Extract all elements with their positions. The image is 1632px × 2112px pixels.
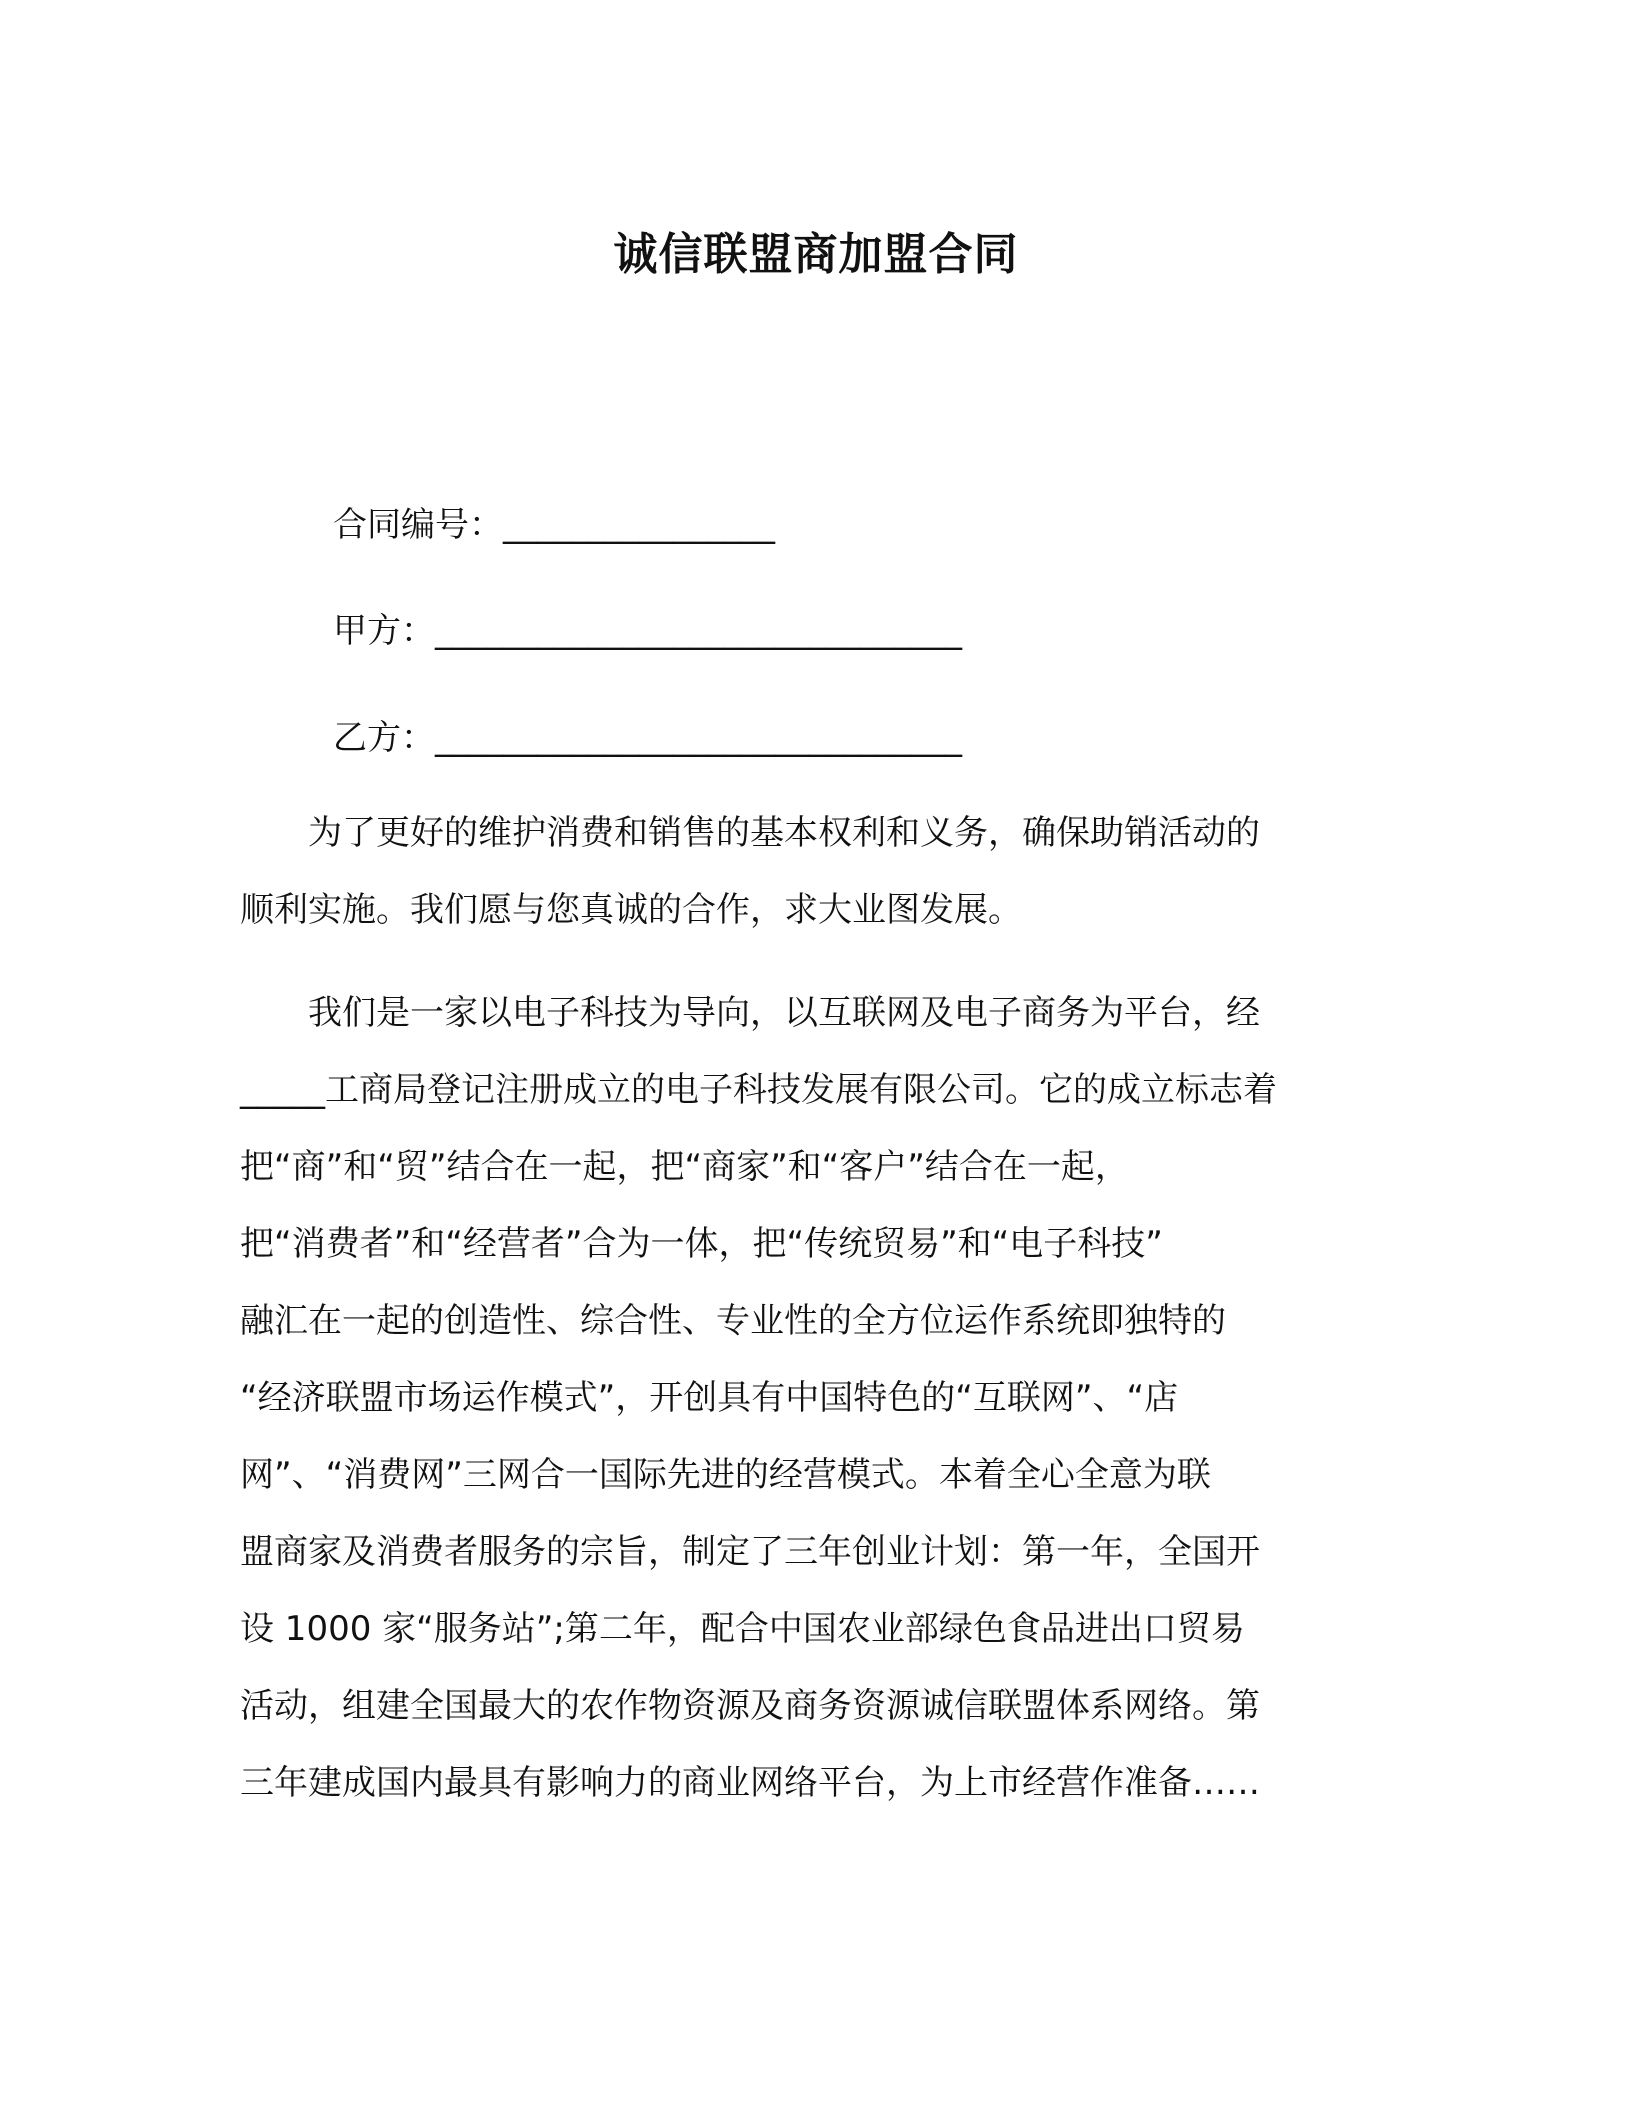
paragraph-line: _____工商局登记注册成立的电子科技发展有限公司。它的成立标志着 xyxy=(240,1070,1277,1110)
document-title: 诚信联盟商加盟合同 xyxy=(613,229,1019,280)
paragraph-line: 三年建成国内最具有影响力的商业网络平台，为上市经营作准备…… xyxy=(240,1763,1260,1803)
intro-paragraph xyxy=(240,795,1400,949)
paragraph-line: 把“商”和“贸”结合在一起，把“商家”和“客户”结合在一起， xyxy=(240,1147,1129,1187)
paragraph-line: 设 1000 家“服务站”;第二年，配合中国农业部绿色食品进出口贸易 xyxy=(240,1609,1245,1649)
company-paragraph xyxy=(240,975,1400,1822)
paragraph-line: 为了更好的维护消费和销售的基本权利和义务，确保助销活动的 xyxy=(240,813,1260,853)
paragraph-line: 顺利实施。我们愿与您真诚的合作，求大业图发展。 xyxy=(240,890,1022,930)
paragraph-line: 融汇在一起的创造性、综合性、专业性的全方位运作系统即独特的 xyxy=(240,1301,1226,1341)
paragraph-line: 活动，组建全国最大的农作物资源及商务资源诚信联盟体系网络。第 xyxy=(240,1686,1260,1726)
contract-number-field: 合同编号：________________ xyxy=(333,505,775,545)
party-a-field: 甲方：_______________________________ xyxy=(333,611,962,651)
party-b-field: 乙方：_______________________________ xyxy=(333,718,962,758)
paragraph-line: 把“消费者”和“经营者”合为一体，把“传统贸易”和“电子科技” xyxy=(240,1224,1163,1264)
paragraph-line: 盟商家及消费者服务的宗旨，制定了三年创业计划：第一年，全国开 xyxy=(240,1532,1260,1572)
paragraph-line: “经济联盟市场运作模式”，开创具有中国特色的“互联网”、“店 xyxy=(240,1378,1179,1418)
paragraph-line: 网”、“消费网”三网合一国际先进的经营模式。本着全心全意为联 xyxy=(240,1455,1211,1495)
paragraph-line: 我们是一家以电子科技为导向，以互联网及电子商务为平台，经 xyxy=(240,993,1260,1033)
